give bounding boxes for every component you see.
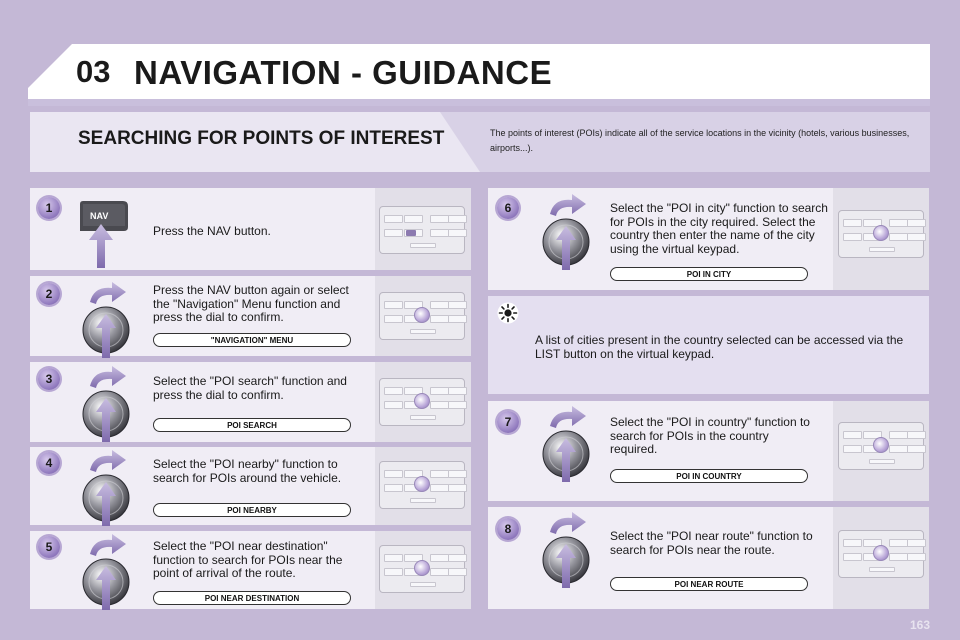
- console-key: [889, 539, 908, 547]
- console-key: [843, 553, 862, 561]
- nav-key-highlight: [406, 230, 416, 236]
- console-key: [843, 219, 862, 227]
- control-panel-illustration: [379, 292, 465, 340]
- control-panel-illustration: [838, 530, 924, 578]
- console-key: [448, 387, 467, 395]
- console-key: [384, 554, 403, 562]
- console-key: [448, 215, 467, 223]
- control-panel-illustration: [379, 206, 465, 254]
- control-panel-illustration: [379, 378, 465, 426]
- dial-knob: [414, 393, 430, 409]
- step-number-badge: 3: [38, 368, 60, 390]
- console-key: [384, 401, 403, 409]
- dial-turn-icon: [80, 532, 136, 612]
- screen-label: POI NEAR DESTINATION: [153, 591, 351, 605]
- sun-bulb-icon: [497, 302, 519, 324]
- console-key: [907, 431, 926, 439]
- console-key: [448, 484, 467, 492]
- console-key: [430, 568, 449, 576]
- console-key: [430, 470, 449, 478]
- console-key: [384, 387, 403, 395]
- console-slot: [410, 243, 436, 248]
- console-key: [448, 301, 467, 309]
- page-number: 163: [909, 618, 930, 632]
- dial-knob: [414, 307, 430, 323]
- console-key: [448, 401, 467, 409]
- nav-button-label: NAV: [90, 211, 109, 221]
- console-key: [448, 229, 467, 237]
- console-key: [448, 554, 467, 562]
- console-key: [384, 301, 403, 309]
- screen-label: POI IN COUNTRY: [610, 469, 808, 483]
- console-key: [430, 387, 449, 395]
- control-panel-illustration: [379, 545, 465, 593]
- step-text: Select the "POI in country" function to search for POIs in the country required.: [610, 415, 810, 456]
- step-text: Select the "POI near destination" function to search for POIs near the point of arrival of the route.: [153, 539, 343, 580]
- console-key: [404, 215, 423, 223]
- step-number-badge: 5: [38, 536, 60, 558]
- step-number-badge: 7: [497, 411, 519, 433]
- screen-label: POI SEARCH: [153, 418, 351, 432]
- dial-turn-icon: [80, 364, 136, 444]
- dial-knob: [414, 560, 430, 576]
- console-key: [889, 431, 908, 439]
- step-number-badge: 4: [38, 452, 60, 474]
- console-slot: [869, 247, 895, 252]
- console-key: [843, 539, 862, 547]
- console-key: [907, 233, 926, 241]
- dial-knob: [873, 225, 889, 241]
- console-slot: [410, 329, 436, 334]
- step-text: Press the NAV button.: [153, 224, 271, 238]
- step-number-badge: 1: [38, 197, 60, 219]
- dial-knob: [873, 545, 889, 561]
- step-text: Select the "POI nearby" function to search for POIs around the vehicle.: [153, 457, 342, 485]
- header-rule: [28, 99, 930, 106]
- console-key: [448, 568, 467, 576]
- page-title: NAVIGATION - GUIDANCE: [134, 54, 553, 91]
- console-key: [448, 470, 467, 478]
- console-key: [889, 445, 908, 453]
- step-number-badge: 8: [497, 518, 519, 540]
- control-panel-illustration: [838, 422, 924, 470]
- console-key: [384, 568, 403, 576]
- section-subtitle: SEARCHING FOR POINTS OF INTEREST: [78, 128, 445, 149]
- console-key: [448, 315, 467, 323]
- console-key: [907, 553, 926, 561]
- dial-turn-icon: [540, 192, 596, 272]
- step-text: Select the "POI in city" function to search for POIs in the city required. Select the country then enter the name of the city using the virtual keypad.: [610, 201, 828, 256]
- console-key: [384, 229, 403, 237]
- step-number-badge: 2: [38, 283, 60, 305]
- console-key: [843, 431, 862, 439]
- step-text: Select the "POI near route" function to search for POIs near the route.: [610, 529, 813, 557]
- console-slot: [869, 567, 895, 572]
- console-slot: [869, 459, 895, 464]
- console-key: [907, 219, 926, 227]
- console-key: [430, 301, 449, 309]
- console-key: [430, 484, 449, 492]
- console-key: [889, 553, 908, 561]
- console-key: [843, 445, 862, 453]
- screen-label: POI NEAR ROUTE: [610, 577, 808, 591]
- dial-knob: [873, 437, 889, 453]
- dial-knob: [414, 476, 430, 492]
- step-text: Select the "POI search" function and press the dial to confirm.: [153, 374, 347, 402]
- console-key: [430, 315, 449, 323]
- console-slot: [410, 582, 436, 587]
- tip-text: A list of cities present in the country selected can be accessed via the LIST button on the virtual keypad.: [535, 333, 904, 361]
- console-key: [384, 470, 403, 478]
- console-key: [889, 233, 908, 241]
- console-key: [889, 219, 908, 227]
- console-key: [430, 401, 449, 409]
- console-key: [843, 233, 862, 241]
- control-panel-illustration: [838, 210, 924, 258]
- control-panel-illustration: [379, 461, 465, 509]
- screen-label: POI IN CITY: [610, 267, 808, 281]
- screen-label: POI NEARBY: [153, 503, 351, 517]
- console-key: [907, 445, 926, 453]
- console-key: [384, 484, 403, 492]
- dial-turn-icon: [540, 510, 596, 590]
- console-key: [384, 315, 403, 323]
- section-number: 03: [76, 54, 111, 89]
- console-slot: [410, 498, 436, 503]
- step-text: Press the NAV button again or select the "Navigation" Menu function and press the dial to confirm.: [153, 283, 349, 324]
- dial-turn-icon: [80, 280, 136, 360]
- dial-turn-icon: [540, 404, 596, 484]
- press-arrow-icon: [87, 222, 115, 270]
- intro-text: The points of interest (POIs) indicate all of the service locations in the vicinity (hotels, various businesses, airports...).: [490, 128, 910, 153]
- console-slot: [410, 415, 436, 420]
- console-key: [384, 215, 403, 223]
- dial-turn-icon: [80, 448, 136, 528]
- step-number-badge: 6: [497, 197, 519, 219]
- console-key: [430, 215, 449, 223]
- screen-label: "NAVIGATION" MENU: [153, 333, 351, 347]
- console-key: [907, 539, 926, 547]
- console-key: [430, 229, 449, 237]
- console-key: [430, 554, 449, 562]
